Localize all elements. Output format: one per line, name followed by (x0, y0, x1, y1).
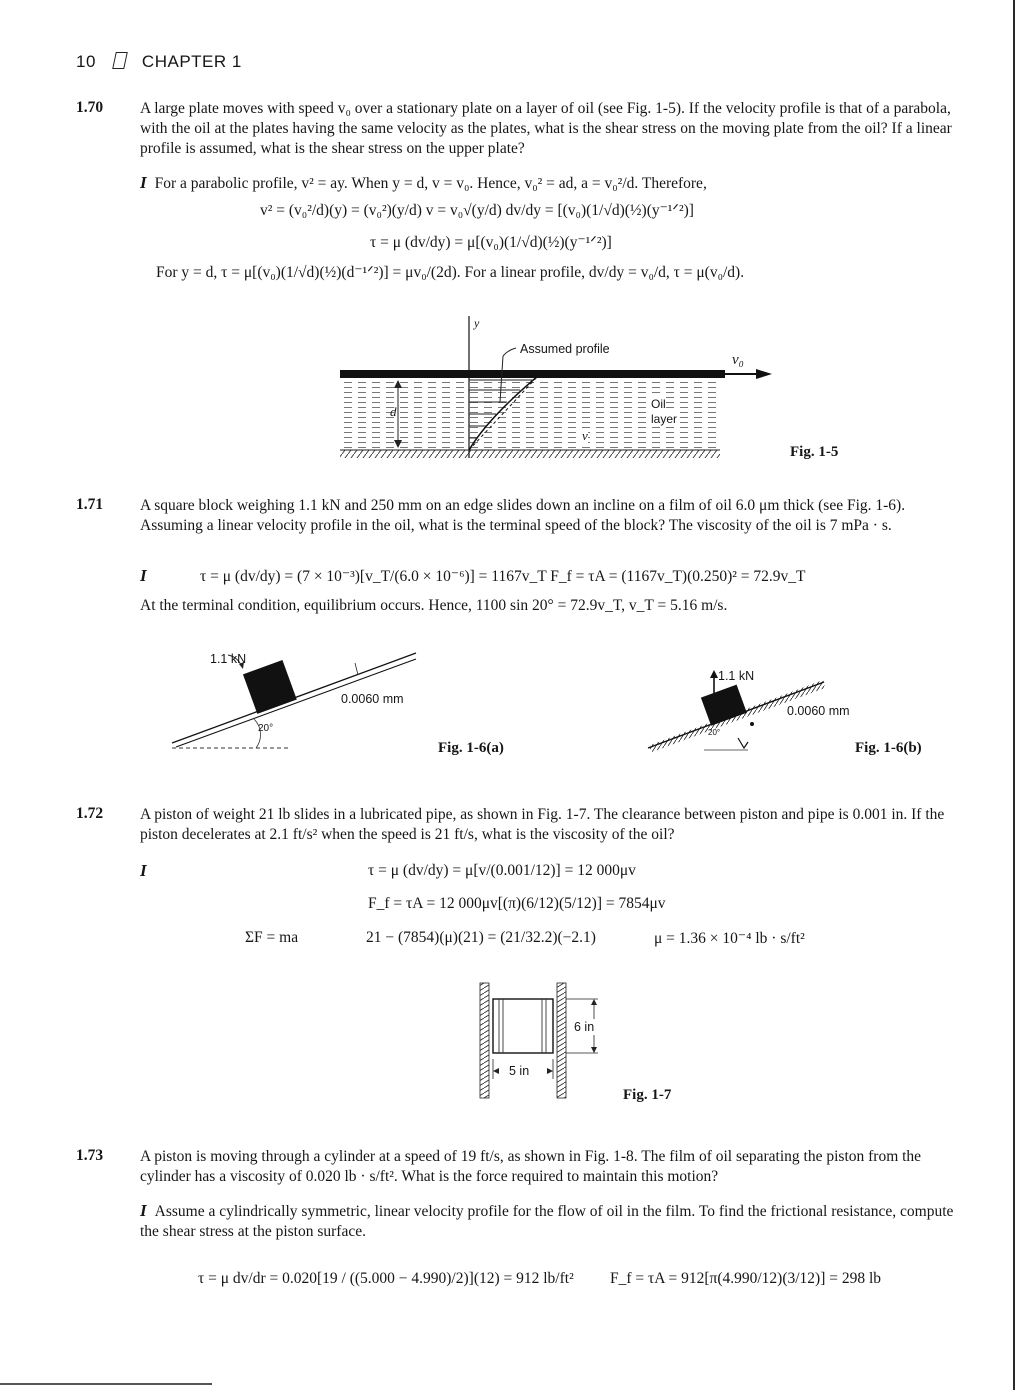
page-number: 10 (76, 52, 96, 71)
fig-1-6a-thickness-label: 0.0060 mm (341, 692, 404, 706)
solution-marker-icon: I (140, 173, 147, 192)
problem-1-71-eq1: τ = μ (dv/dy) = (7 × 10⁻³)[v_T/(6.0 × 10⁻⁶)] = 1167v_T F_f = τA = (1167v_T)(0.250)² = 72.9v_T (200, 568, 806, 585)
problem-1-73-question: A piston is moving through a cylinder at a speed of 19 ft/s, as shown in Fig. 1-8. The film of oil separating the piston from the cylinder has a viscosity of 0.020 lb · s/ft². What is the force required to maintain this motion? (140, 1148, 922, 1185)
problem-1-71-conclusion: At the terminal condition, equilibrium occurs. Hence, 1100 sin 20° = 72.9v_T, v_T = 5.16 m/s. (140, 597, 728, 614)
fig-1-5-speed-label: v₀ (732, 352, 744, 368)
problem-1-70-question: A large plate moves with speed v₀ over a stationary plate on a layer of oil (see Fig. 1-5). If the velocity profile is that of a parabola, with the oil at the plates having the same velocity as the plates, what is the shear stress on the moving plate from the oil? If a linear profile is assumed, what is the shear stress on the upper plate? (140, 100, 952, 157)
fig-1-6a-weight-label: 1.1 kN (210, 652, 247, 666)
fig-1-5-layer-label: layer (651, 412, 678, 426)
fig-1-5-caption: Fig. 1-5 (790, 444, 839, 460)
problem-1-72-eq2: F_f = τA = 12 000μv[(π)(6/12)(5/12)] = 7854μv (368, 895, 666, 912)
problem-number-1-71: 1.71 (76, 496, 104, 513)
fig-1-7-diameter-label: 5 in (509, 1064, 530, 1078)
fig-1-5-profile-label: Assumed profile (520, 342, 610, 356)
solution-marker-icon: I (140, 566, 147, 585)
problem-1-72-eq3-result: μ = 1.36 × 10⁻⁴ lb · s/ft² (654, 930, 805, 947)
header-separator-icon (112, 52, 128, 69)
fig-1-5-y-label: y (474, 316, 480, 330)
fig-1-5-gap-label: d (390, 404, 397, 419)
figure-1-5 (330, 310, 790, 470)
problem-1-73-solution-intro: I Assume a cylindrically symmetric, linear velocity profile for the flow of oil in the film. To find the frictional resistance, compute the shear stress at the piston surface. (140, 1201, 954, 1240)
chapter-title: CHAPTER 1 (141, 52, 242, 71)
fig-1-6b-weight-label: 1.1 kN (718, 669, 755, 683)
solution-marker-icon: I (140, 861, 147, 880)
fig-1-6b-thickness-label: 0.0060 mm (787, 704, 850, 718)
solution-marker-icon: I (140, 1201, 147, 1220)
problem-1-72-eq3: 21 − (7854)(μ)(21) = (21/32.2)(−2.1) (366, 929, 596, 946)
problem-1-70-eq1: v² = (v₀²/d)(y) = (v₀²)(y/d) v = v₀√(y/d) dv/dy = [(v₀)(1/√d)(½)(y⁻¹ᐟ²)] (260, 202, 694, 219)
problem-1-70-eq2: τ = μ (dv/dy) = μ[(v₀)(1/√d)(½)(y⁻¹ᐟ²)] (370, 234, 612, 251)
problem-1-72-eq3-label: ΣF = ma (245, 929, 299, 946)
fig-1-5-oil-label: Oil (651, 397, 666, 411)
fig-1-5-velocity-label: v (582, 428, 588, 443)
problem-1-72-question: A piston of weight 21 lb slides in a lubricated pipe, as shown in Fig. 1-7. The clearance between piston and pipe is 0.001 in. If the piston decelerates at 2.1 ft/s² when the speed is 21 ft/s, what is the viscosity of the oil? (140, 806, 945, 843)
problem-number-1-73: 1.73 (76, 1147, 104, 1164)
fig-1-6b-angle-label: 20° (708, 728, 721, 737)
fig-1-6a-caption: Fig. 1-6(a) (438, 740, 504, 756)
problem-1-73-eq1: τ = μ dv/dr = 0.020[19 / ((5.000 − 4.990)/2)](12) = 912 lb/ft² (198, 1270, 574, 1287)
problem-1-70-solution-intro: I For a parabolic profile, v² = ay. When y = d, v = v₀. Hence, v₀² = ad, a = v₀²/d. Therefore, (140, 173, 707, 192)
footer-rule (0, 1383, 212, 1385)
problem-1-71-question: A square block weighing 1.1 kN and 250 mm on an edge slides down an incline on a film of oil 6.0 μm thick (see Fig. 1-6). Assuming a linear velocity profile in the oil, what is the terminal speed of the block? The viscosity of the oil is 7 mPa · s. (140, 497, 906, 534)
page-edge-rule (1013, 0, 1015, 1390)
problem-number-1-70: 1.70 (76, 99, 104, 116)
problem-1-73-eq2: F_f = τA = 912[π(4.990/12)(3/12)] = 298 lb (610, 1270, 882, 1287)
fig-1-7-caption: Fig. 1-7 (623, 1087, 672, 1103)
fig-1-6a-angle-label: 20° (258, 723, 274, 734)
fig-1-6b-caption: Fig. 1-6(b) (855, 740, 922, 756)
page-header (76, 52, 242, 72)
figure-1-7 (476, 983, 606, 1101)
problem-number-1-72: 1.72 (76, 805, 104, 822)
fig-1-7-length-label: 6 in (574, 1020, 595, 1034)
problem-1-70-conclusion: For y = d, τ = μ[(v₀)(1/√d)(½)(d⁻¹ᐟ²)] = μv₀/(2d). For a linear profile, dv/dy = v₀/d, τ = μ(v₀/d). (156, 264, 745, 281)
problem-1-72-eq1: τ = μ (dv/dy) = μ[v/(0.001/12)] = 12 000μv (368, 862, 636, 879)
